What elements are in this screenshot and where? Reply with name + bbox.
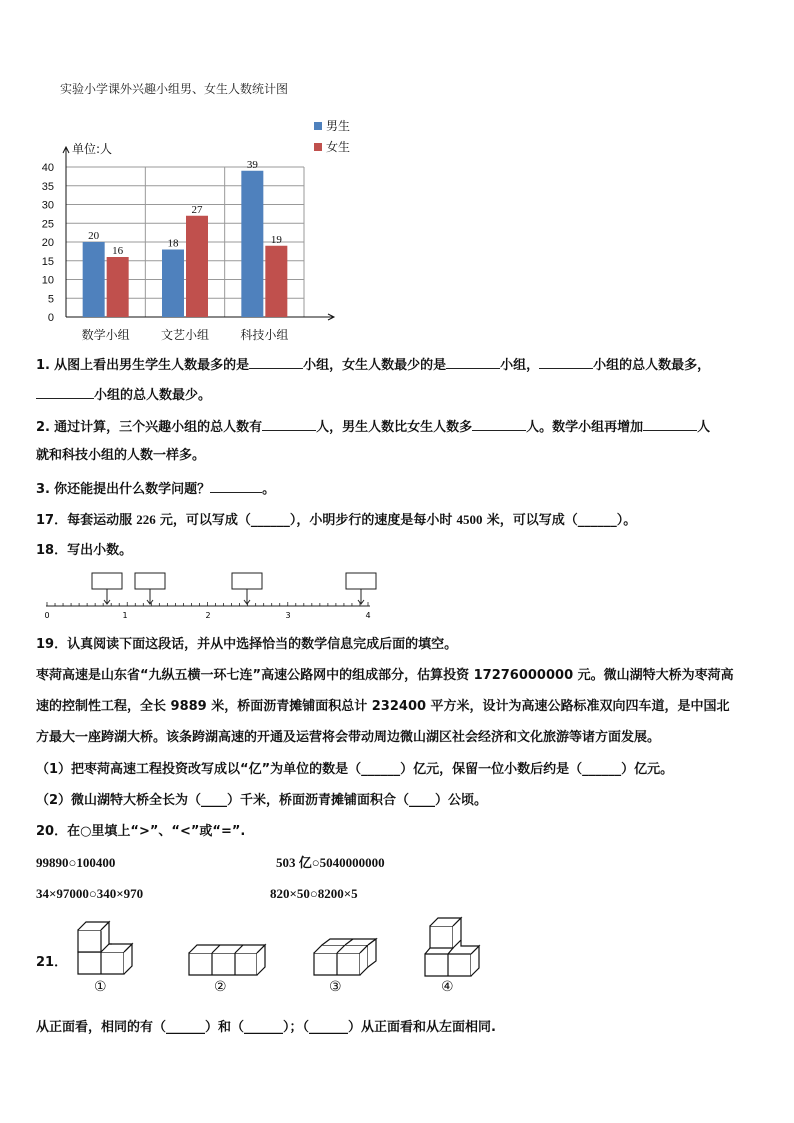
- cube-figure-1: [72, 918, 142, 978]
- question-number: 3.: [36, 482, 50, 497]
- answer-blank[interactable]: [210, 478, 262, 493]
- question-text: 小组的总人数最少。: [94, 388, 212, 403]
- figure-label: ④: [441, 979, 454, 995]
- answer-box[interactable]: [346, 573, 376, 604]
- y-tick-label: 5: [47, 293, 54, 306]
- y-tick-label: 25: [41, 218, 54, 231]
- y-tick-label: 15: [41, 255, 54, 268]
- data-label: 16: [112, 245, 124, 257]
- bar: [162, 250, 184, 318]
- bar: [83, 242, 105, 317]
- question-19: [36, 635, 457, 654]
- question-number: 2.: [36, 420, 50, 435]
- legend-swatch: [314, 122, 322, 130]
- question-number-value: 4500: [456, 512, 483, 527]
- question-text: 人: [697, 420, 711, 435]
- data-label: 39: [246, 158, 258, 171]
- question-text: 小组的总人数最多，: [593, 358, 711, 373]
- figure-label: ①: [94, 979, 107, 995]
- paragraph-line: 方最大一座跨湖大桥。该条跨湖高速的开通及运营将会带动周边微山湖区社会经济和文化旅游等诸方面发展。: [36, 730, 661, 745]
- question-1: [36, 354, 710, 375]
- question-text: 在○里填上“>”、“<”或“=”.: [67, 824, 246, 839]
- answer-blank[interactable]: [36, 384, 94, 399]
- question-text: 认真阅读下面这段话，并从中选择恰当的数学信息完成后面的填空。: [67, 637, 458, 652]
- question-text: 人。数学小组再增加: [526, 420, 644, 435]
- question-2: [36, 416, 710, 437]
- figure-label: ②: [214, 979, 227, 995]
- question-3: [36, 478, 275, 499]
- sub-question-1: （1）把枣菏高速工程投资改写成以“亿”为单位的数是（______）亿元，保留一位小数后约是（______）亿元。: [36, 762, 674, 777]
- compare-item: 34×97000○340×970: [36, 886, 144, 901]
- question-number: 20．: [36, 824, 68, 839]
- number-line: [40, 570, 380, 620]
- question-20: [36, 822, 245, 841]
- cube-figure-2: [184, 935, 274, 980]
- data-label: 27: [191, 203, 203, 216]
- tick-label: 3: [285, 611, 291, 620]
- x-tick-label: 文艺小组: [160, 328, 210, 342]
- question-text: 元，可以写成（______），小明步行的速度是每小时: [159, 513, 453, 528]
- x-tick-label: 科技小组: [240, 328, 289, 342]
- question-number: 21．: [36, 955, 68, 970]
- question-number: 1.: [36, 358, 50, 373]
- question-text: 从图上看出男生学生人数最多的是: [54, 358, 250, 373]
- tick-label: 2: [205, 611, 211, 620]
- data-label: 19: [270, 233, 282, 246]
- question-1-cont: [36, 384, 211, 405]
- paragraph-line: 速的控制性工程，全长 9889 米，桥面沥青摊铺面积总计 232400 平方米，设计为高速公路标准双向四车道，是中国北: [36, 699, 730, 714]
- y-tick-label: 40: [41, 162, 54, 174]
- y-tick-label: 20: [41, 237, 54, 249]
- question-text: 米，可以写成（______）。: [486, 513, 637, 528]
- answer-blank[interactable]: [643, 416, 697, 431]
- bar-chart: [34, 112, 364, 350]
- chart-title: 实验小学课外兴趣小组男、女生人数统计图: [60, 82, 289, 96]
- answer-box[interactable]: [232, 573, 262, 604]
- data-label: 20: [88, 230, 100, 242]
- bar: [107, 257, 129, 317]
- question-text: 小组，: [500, 358, 540, 373]
- question-text: 每套运动服: [67, 513, 133, 528]
- answer-blank[interactable]: [262, 416, 316, 431]
- legend-swatch: [314, 143, 322, 151]
- question-18: [36, 541, 132, 560]
- question-text: 。: [262, 482, 276, 497]
- paragraph-line: 枣菏高速是山东省“九纵五横一环七连”高速公路网中的组成部分，估算投资 17276000000 元。微山湖特大桥为枣菏高: [36, 668, 734, 683]
- answer-blank[interactable]: [472, 416, 526, 431]
- question-number: 17．: [36, 513, 68, 528]
- question-number-value: 226: [136, 512, 156, 527]
- y-tick-label: 35: [41, 180, 54, 193]
- question-text: 小组，女生人数最少的是: [303, 358, 447, 373]
- bar: [265, 246, 287, 317]
- x-tick-label: 数学小组: [81, 328, 130, 342]
- question-text: 就和科技小组的人数一样多。: [36, 448, 206, 463]
- compare-item: 99890○100400: [36, 855, 116, 870]
- question-text: 你还能提出什么数学问题？: [54, 482, 211, 497]
- compare-item: 820×50○8200×5: [270, 886, 358, 901]
- question-21-text: 从正面看，相同的有（______）和（______）；（______）从正面看和从左面相同.: [36, 1020, 496, 1035]
- answer-box[interactable]: [92, 573, 122, 604]
- question-21: [36, 953, 67, 972]
- question-text: 人，男生人数比女生人数多: [316, 420, 473, 435]
- y-tick-label: 0: [47, 312, 54, 324]
- compare-item: 503 亿○5040000000: [276, 855, 385, 870]
- sub-question-2: （2）微山湖特大桥全长为（____）千米，桥面沥青摊铺面积合（____）公顷。: [36, 793, 488, 808]
- question-number: 18．: [36, 543, 68, 558]
- y-tick-label: 30: [41, 199, 54, 212]
- bar: [241, 171, 263, 317]
- tick-label: 0: [44, 611, 50, 620]
- legend-label: 男生: [326, 119, 351, 133]
- question-number: 19．: [36, 637, 68, 652]
- cube-figure-4: [420, 914, 490, 980]
- question-text: 写出小数。: [67, 543, 133, 558]
- answer-blank[interactable]: [446, 354, 500, 369]
- cube-figure-3: [309, 935, 379, 980]
- answer-blank[interactable]: [249, 354, 303, 369]
- tick-label: 1: [122, 611, 128, 620]
- bar: [186, 216, 208, 317]
- question-17: [36, 510, 636, 530]
- data-label: 18: [167, 237, 179, 250]
- answer-box[interactable]: [135, 573, 165, 604]
- answer-blank[interactable]: [539, 354, 593, 369]
- figure-label: ③: [329, 979, 342, 995]
- tick-label: 4: [365, 611, 371, 620]
- legend-label: 女生: [326, 140, 351, 154]
- y-axis-label: 单位:人: [72, 142, 113, 156]
- question-text: 通过计算，三个兴趣小组的总人数有: [54, 420, 263, 435]
- y-tick-label: 10: [41, 274, 54, 287]
- question-2-cont: [36, 446, 205, 465]
